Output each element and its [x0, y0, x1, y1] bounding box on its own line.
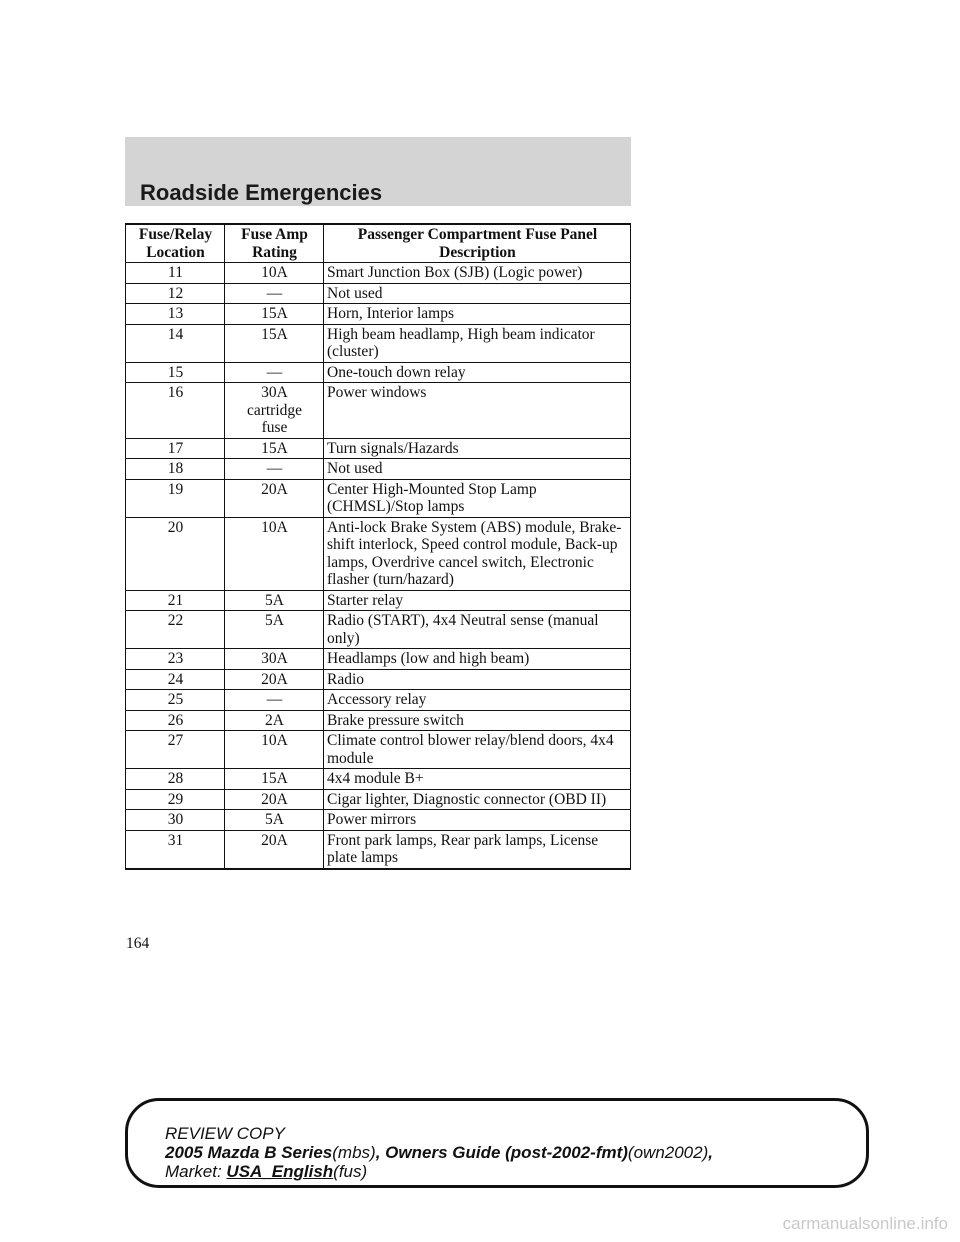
header-amp-rating: Fuse Amp Rating [225, 224, 324, 263]
table-row [126, 459, 631, 480]
fuse-amp-cell: 30A [225, 649, 324, 670]
fuse-amp-cell: 10A [225, 263, 324, 284]
fuse-description-cell: Radio (START), 4x4 Neutral sense (manual only) [324, 611, 631, 649]
section-title: Roadside Emergencies [140, 180, 383, 205]
fuse-description-cell: Headlamps (low and high beam) [324, 649, 631, 670]
table-row [126, 590, 631, 611]
fuse-table [125, 223, 631, 870]
fuse-description-cell: One-touch down relay [324, 362, 631, 383]
table-row [126, 789, 631, 810]
review-guide-end: , [708, 1143, 713, 1162]
fuse-amp-cell: 2A [225, 710, 324, 731]
review-market-label: Market: [165, 1162, 222, 1181]
header-description: Passenger Compartment Fuse Panel Description [324, 224, 631, 263]
fuse-location-cell: 23 [126, 649, 225, 670]
header-location: Fuse/Relay Location [126, 224, 225, 263]
watermark: carmanualsonline.info [782, 1214, 948, 1233]
review-copy-text [165, 1124, 713, 1181]
table-row [126, 517, 631, 590]
review-market: USA_English [226, 1162, 334, 1181]
table-row [126, 690, 631, 711]
fuse-amp-cell: 20A [225, 479, 324, 517]
fuse-location-cell: 18 [126, 459, 225, 480]
fuse-location-cell: 20 [126, 517, 225, 590]
fuse-amp-cell: 15A [225, 438, 324, 459]
page-number: 164 [126, 935, 150, 952]
fuse-location-cell: 22 [126, 611, 225, 649]
review-model-code: (mbs) [332, 1143, 376, 1162]
review-model: 2005 Mazda B Series [165, 1143, 333, 1162]
fuse-location-cell: 24 [126, 669, 225, 690]
fuse-description-cell: Not used [324, 459, 631, 480]
fuse-location-cell: 17 [126, 438, 225, 459]
review-market-code: (fus) [333, 1162, 368, 1181]
table-row [126, 769, 631, 790]
fuse-description-cell: Power mirrors [324, 810, 631, 831]
fuse-description-cell: 4x4 module B+ [324, 769, 631, 790]
review-line-2 [165, 1143, 713, 1162]
fuse-amp-cell: 10A [225, 731, 324, 769]
table-row [126, 810, 631, 831]
fuse-description-cell: Brake pressure switch [324, 710, 631, 731]
fuse-description-cell: Climate control blower relay/blend doors, 4x4 module [324, 731, 631, 769]
table-header-row [126, 224, 631, 263]
fuse-amp-cell: 20A [225, 789, 324, 810]
fuse-amp-cell: — [225, 459, 324, 480]
fuse-location-cell: 27 [126, 731, 225, 769]
fuse-description-cell: Center High-Mounted Stop Lamp (CHMSL)/Stop lamps [324, 479, 631, 517]
fuse-location-cell: 28 [126, 769, 225, 790]
fuse-amp-cell: — [225, 283, 324, 304]
table-row [126, 263, 631, 284]
table-row [126, 324, 631, 362]
fuse-description-cell: Front park lamps, Rear park lamps, License plate lamps [324, 830, 631, 869]
review-guide-code: (own2002) [627, 1143, 709, 1162]
fuse-description-cell: Horn, Interior lamps [324, 304, 631, 325]
fuse-location-cell: 29 [126, 789, 225, 810]
table-row [126, 479, 631, 517]
fuse-amp-cell: — [225, 362, 324, 383]
fuse-amp-cell: 20A [225, 830, 324, 869]
fuse-description-cell: Power windows [324, 383, 631, 439]
table-row [126, 383, 631, 439]
fuse-description-cell: High beam headlamp, High beam indicator (cluster) [324, 324, 631, 362]
fuse-amp-cell: 20A [225, 669, 324, 690]
table-row [126, 283, 631, 304]
review-line-3 [165, 1162, 713, 1181]
table-row [126, 304, 631, 325]
fuse-location-cell: 15 [126, 362, 225, 383]
fuse-amp-cell: 15A [225, 304, 324, 325]
table-body [126, 263, 631, 869]
table-row [126, 438, 631, 459]
review-guide: , Owners Guide (post-2002-fmt) [375, 1143, 628, 1162]
fuse-location-cell: 16 [126, 383, 225, 439]
table-row [126, 611, 631, 649]
table-row [126, 731, 631, 769]
fuse-location-cell: 21 [126, 590, 225, 611]
table-row [126, 830, 631, 869]
fuse-amp-cell: 5A [225, 590, 324, 611]
fuse-amp-cell: — [225, 690, 324, 711]
table-row [126, 669, 631, 690]
table-row [126, 649, 631, 670]
fuse-amp-cell: 15A [225, 324, 324, 362]
review-line-1: REVIEW COPY [165, 1124, 285, 1143]
fuse-location-cell: 13 [126, 304, 225, 325]
fuse-amp-cell: 30A cartridge fuse [225, 383, 324, 439]
table-row [126, 362, 631, 383]
fuse-location-cell: 26 [126, 710, 225, 731]
fuse-amp-cell: 15A [225, 769, 324, 790]
fuse-description-cell: Starter relay [324, 590, 631, 611]
table-row [126, 710, 631, 731]
fuse-description-cell: Cigar lighter, Diagnostic connector (OBD II) [324, 789, 631, 810]
fuse-description-cell: Accessory relay [324, 690, 631, 711]
fuse-description-cell: Anti-lock Brake System (ABS) module, Brake-shift interlock, Speed control module, Back-up lamps, Overdrive cancel switch, Electronic flasher (turn/hazard) [324, 517, 631, 590]
fuse-description-cell: Turn signals/Hazards [324, 438, 631, 459]
fuse-description-cell: Radio [324, 669, 631, 690]
fuse-location-cell: 19 [126, 479, 225, 517]
fuse-amp-cell: 5A [225, 810, 324, 831]
fuse-location-cell: 31 [126, 830, 225, 869]
fuse-amp-cell: 10A [225, 517, 324, 590]
fuse-location-cell: 14 [126, 324, 225, 362]
fuse-location-cell: 11 [126, 263, 225, 284]
fuse-location-cell: 25 [126, 690, 225, 711]
fuse-amp-cell: 5A [225, 611, 324, 649]
fuse-description-cell: Smart Junction Box (SJB) (Logic power) [324, 263, 631, 284]
fuse-description-cell: Not used [324, 283, 631, 304]
fuse-location-cell: 12 [126, 283, 225, 304]
fuse-location-cell: 30 [126, 810, 225, 831]
